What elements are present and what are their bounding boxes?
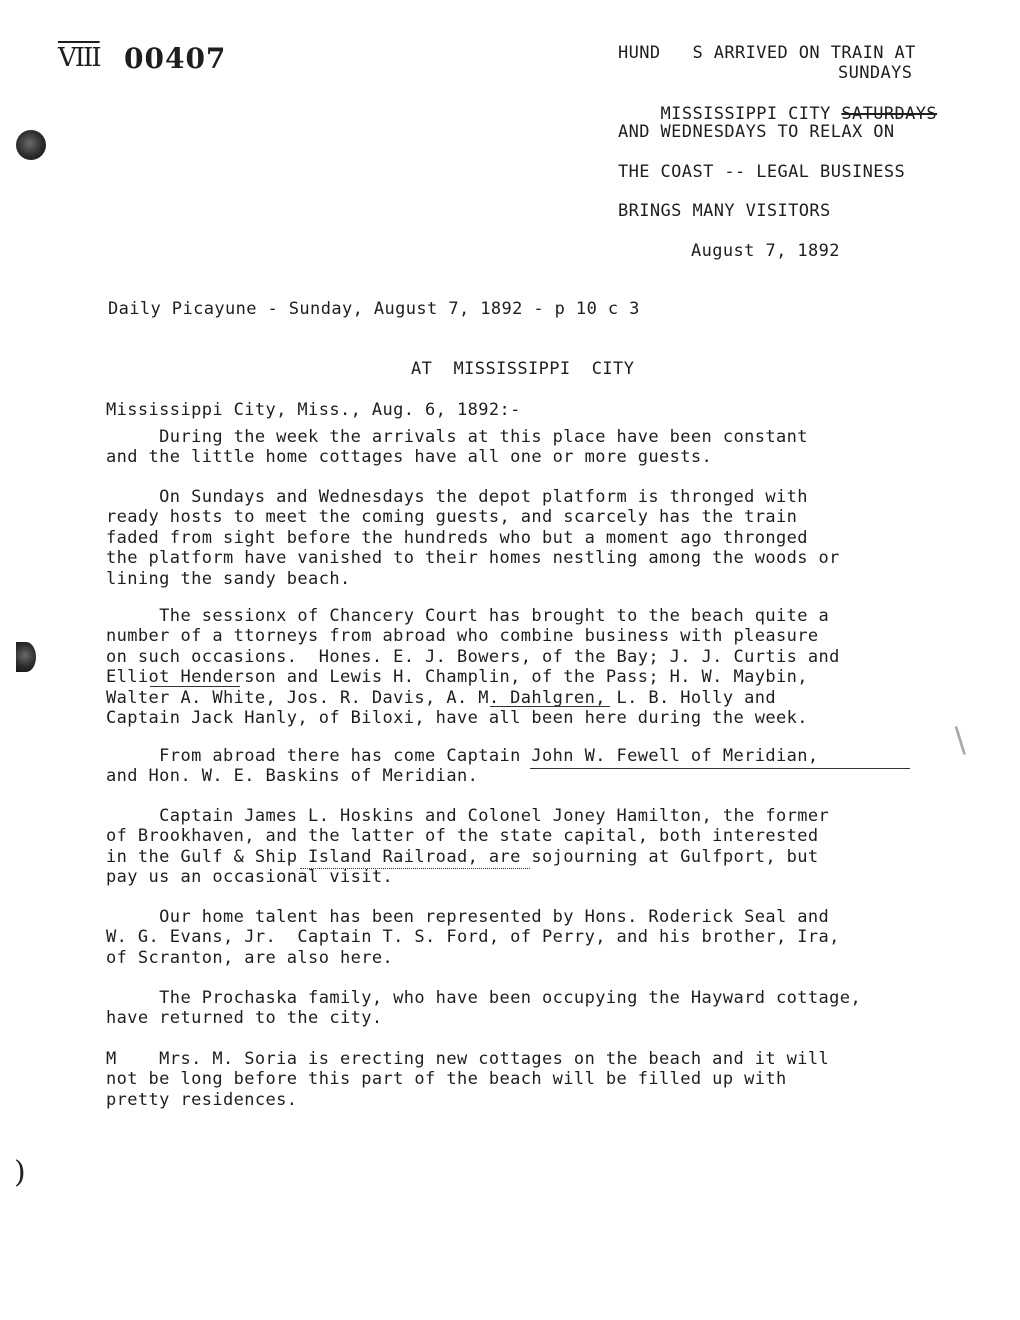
pencil-underline — [530, 768, 910, 769]
paragraph-5-line: pay us an occasional visit. — [106, 867, 394, 888]
paragraph-7-line: The Prochaska family, who have been occupying the Hayward cottage, — [106, 988, 862, 1008]
paragraph-2-line: On Sundays and Wednesdays the depot platform is thronged with — [106, 487, 808, 507]
paragraph-2-line: the platform have vanished to their homes nestling among the woods or — [106, 548, 840, 569]
paragraph-4-line: From abroad there has come Captain John W. Fewell of Meridian, — [106, 746, 819, 766]
document-number: 00407 — [124, 42, 227, 75]
headline-line-5: BRINGS MANY VISITORS — [618, 201, 831, 221]
paragraph-3-line: number of a ttorneys from abroad who combine business with pleasure — [106, 626, 819, 647]
paragraph-8-line: pretty residences. — [106, 1089, 298, 1110]
paragraph-5-line: of Brookhaven, and the latter of the state capital, both interested — [106, 826, 819, 847]
bracket-mark: ) — [14, 1155, 26, 1190]
article-title: AT MISSISSIPPI CITY — [411, 359, 635, 379]
paragraph-2-line: faded from sight before the hundreds who but a moment ago thronged — [106, 527, 808, 548]
paragraph-7-line: have returned to the city. — [106, 1008, 383, 1029]
punch-hole-top — [16, 130, 46, 160]
pencil-underline — [490, 706, 610, 707]
paragraph-5-line: in the Gulf & Ship Island Railroad, are sojourning at Gulfport, but — [106, 846, 819, 867]
paragraph-2-line: lining the sandy beach. — [106, 568, 351, 589]
paragraph-3-line: on such occasions. Hones. E. J. Bowers, of the Bay; J. J. Curtis and — [106, 646, 840, 667]
paragraph-2-line: ready hosts to meet the coming guests, and scarcely has the train — [106, 507, 798, 528]
paragraph-3-line: The sessionx of Chancery Court has brought to the beach quite a — [106, 606, 830, 626]
pencil-mark: ∖ — [948, 722, 970, 762]
struck-word: SATURDAYS — [841, 104, 938, 124]
paragraph-8-line: not be long before this part of the beach will be filled up with — [106, 1069, 787, 1090]
headline-line-1: HUND S ARRIVED ON TRAIN AT — [618, 43, 916, 63]
headline-date: August 7, 1892 — [691, 241, 840, 261]
paragraph-5-line: Captain James L. Hoskins and Colonel Joney Hamilton, the former — [106, 806, 830, 826]
roman-numeral-stamp: VIII — [58, 43, 100, 73]
punch-hole-middle — [16, 642, 36, 672]
dateline: Mississippi City, Miss., Aug. 6, 1892:- — [106, 400, 521, 420]
pencil-underline — [300, 868, 530, 869]
paragraph-1-line: During the week the arrivals at this place have been constant — [106, 427, 808, 447]
paragraph-8-line: M Mrs. M. Soria is erecting new cottages on the beach and it will — [106, 1049, 830, 1069]
headline-line-3: AND WEDNESDAYS TO RELAX ON — [618, 122, 895, 142]
source-citation: Daily Picayune - Sunday, August 7, 1892 - p 10 c 3 — [108, 299, 640, 319]
paragraph-3-line: Elliot Henderson and Lewis H. Champlin, of the Pass; H. W. Maybin, — [106, 667, 808, 688]
paragraph-3-line: Captain Jack Hanly, of Biloxi, have all been here during the week. — [106, 708, 808, 728]
headline-line-4: THE COAST -- LEGAL BUSINESS — [618, 162, 906, 182]
headline-insert: SUNDAYS — [838, 63, 913, 83]
paragraph-6-line: Our home talent has been represented by Hons. Roderick Seal and — [106, 907, 830, 927]
paragraph-6-line: of Scranton, are also here. — [106, 947, 394, 968]
pencil-underline — [150, 686, 240, 687]
paragraph-1-line: and the little home cottages have all one or more guests. — [106, 447, 713, 468]
headline-line-2-text: MISSISSIPPI CITY — [660, 104, 842, 124]
paragraph-4-line: and Hon. W. E. Baskins of Meridian. — [106, 766, 479, 787]
paragraph-6-line: W. G. Evans, Jr. Captain T. S. Ford, of Perry, and his brother, Ira, — [106, 927, 840, 948]
paragraph-3-line: Walter A. White, Jos. R. Davis, A. M. Dahlgren, L. B. Holly and — [106, 687, 776, 708]
